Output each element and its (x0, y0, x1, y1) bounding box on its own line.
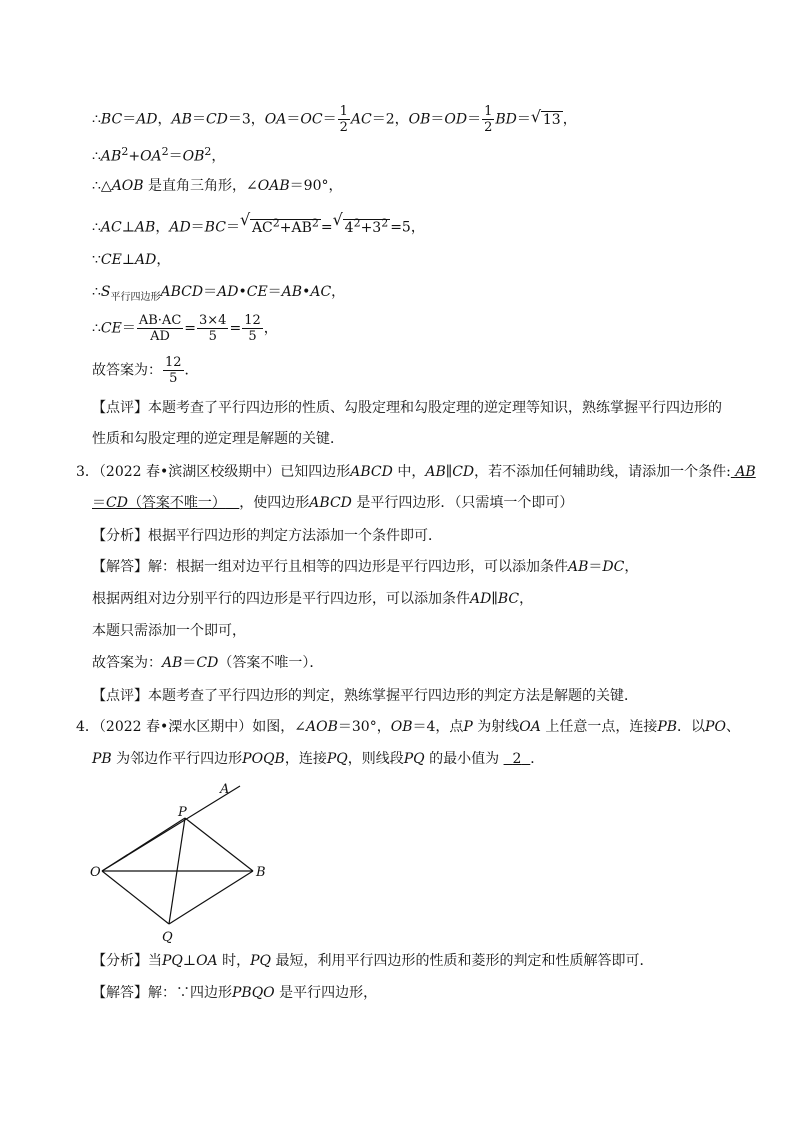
solution-line-7: ∴CE＝ $\frac{AB\cdot AC}{AD}$ = $\frac{3\times 4}{5}$ = $\frac{12}{5}$ ， (92, 313, 278, 344)
segment-PB (185, 818, 253, 871)
solution-line-1: ∴BC＝AD，AB＝CD＝3，OA＝OC＝ $\frac{1}{2}$ AC＝2，OB＝OD＝ $\frac{1}{2}$ BD＝ √ 13 ， (92, 104, 577, 135)
solution-line-3: ∴△AOB 是直角三角形，∠OAB＝90°， (92, 178, 343, 194)
q4-analysis: 【分析】当PQ⊥OA 时，PQ 最短，利用平行四边形的性质和菱形的判定和性质解答即可． (92, 953, 654, 969)
question-4-line-1: 4．（2022 春•溧水区期中）如图，∠AOB＝30°，OB＝4，点P 为射线OA 上任意一点，连接PB．以PO、 (76, 719, 740, 735)
square-root: √ $AC^2+AB^2$ (239, 210, 319, 236)
fraction: $\frac{1}{2}$ (484, 104, 493, 135)
fraction: $\frac{1}{2}$ (339, 104, 348, 135)
fraction: $\frac{AB\cdot AC}{AD}$ (138, 313, 182, 344)
square-root: √ $4^2+3^2$ (332, 210, 389, 236)
segment-QB (169, 871, 253, 924)
fraction: $\frac{12}{5}$ (165, 355, 182, 386)
question-3-line-2: ＝CD（答案不唯一） ，使四边形ABCD 是平行四边形．（只需填一个即可） (92, 495, 574, 511)
question-4-line-2: PB 为邻边作平行四边形POQB，连接PQ，则线段PQ 的最小值为 2 ． (92, 751, 545, 767)
segment-OP (102, 818, 185, 871)
solution-line-6: $\therefore S_{平行四边形}ABCD=AD•CE=AB•AC$， (92, 284, 346, 303)
question-3-line-1: 3．（2022 春•滨湖区校级期中）已知四边形ABCD 中，AB∥CD，若不添加任何辅助线，请添加一个条件: AB (76, 464, 756, 480)
solution-line-4: ∴AC⊥AB，AD＝BC＝ √ $AC^2+AB^2$ = √ $4^2+3^2 =5$， (92, 210, 425, 236)
q3-solution-2: 根据两组对边分别平行的四边形是平行四边形，可以添加条件AD∥BC， (92, 591, 534, 607)
label-Q: Q (162, 930, 173, 945)
comment-line-2: 性质和勾股定理的逆定理是解题的关键． (92, 431, 344, 447)
q3-analysis: 【分析】根据平行四边形的判定方法添加一个条件即可． (92, 528, 442, 544)
comment-line-1: 【点评】本题考查了平行四边形的性质、勾股定理和勾股定理的逆定理等知识，熟练掌握平行四边形的 (92, 400, 722, 416)
q3-solution-3: 本题只需添加一个即可， (92, 623, 246, 639)
q4-solution: 【解答】解：∵四边形PBQO 是平行四边形， (92, 985, 378, 1001)
fraction: $\frac{3\times 4}{5}$ (199, 313, 227, 344)
square-root: √ 13 (530, 106, 561, 128)
label-P: P (178, 805, 187, 820)
label-B: B (256, 865, 266, 880)
label-A: A (220, 782, 230, 797)
parallelogram-figure (80, 775, 280, 945)
solution-line-2: $\therefore AB^2+OA^2=OB^2$， (92, 145, 226, 165)
label-O: O (90, 865, 101, 880)
solution-line-5: ∵CE⊥AD， (92, 252, 171, 268)
q3-answer: 故答案为：AB＝CD（答案不唯一）． (92, 655, 324, 671)
segment-OQ (102, 871, 169, 924)
q3-comment: 【点评】本题考查了平行四边形的判定，熟练掌握平行四边形的判定方法是解题的关键． (92, 688, 638, 704)
fraction: $\frac{12}{5}$ (244, 313, 261, 344)
q3-solution-1: 【解答】解：根据一组对边平行且相等的四边形是平行四边形，可以添加条件AB＝DC， (92, 559, 639, 575)
answer-line: 故答案为： $\frac{12}{5}$ ． (92, 355, 199, 386)
